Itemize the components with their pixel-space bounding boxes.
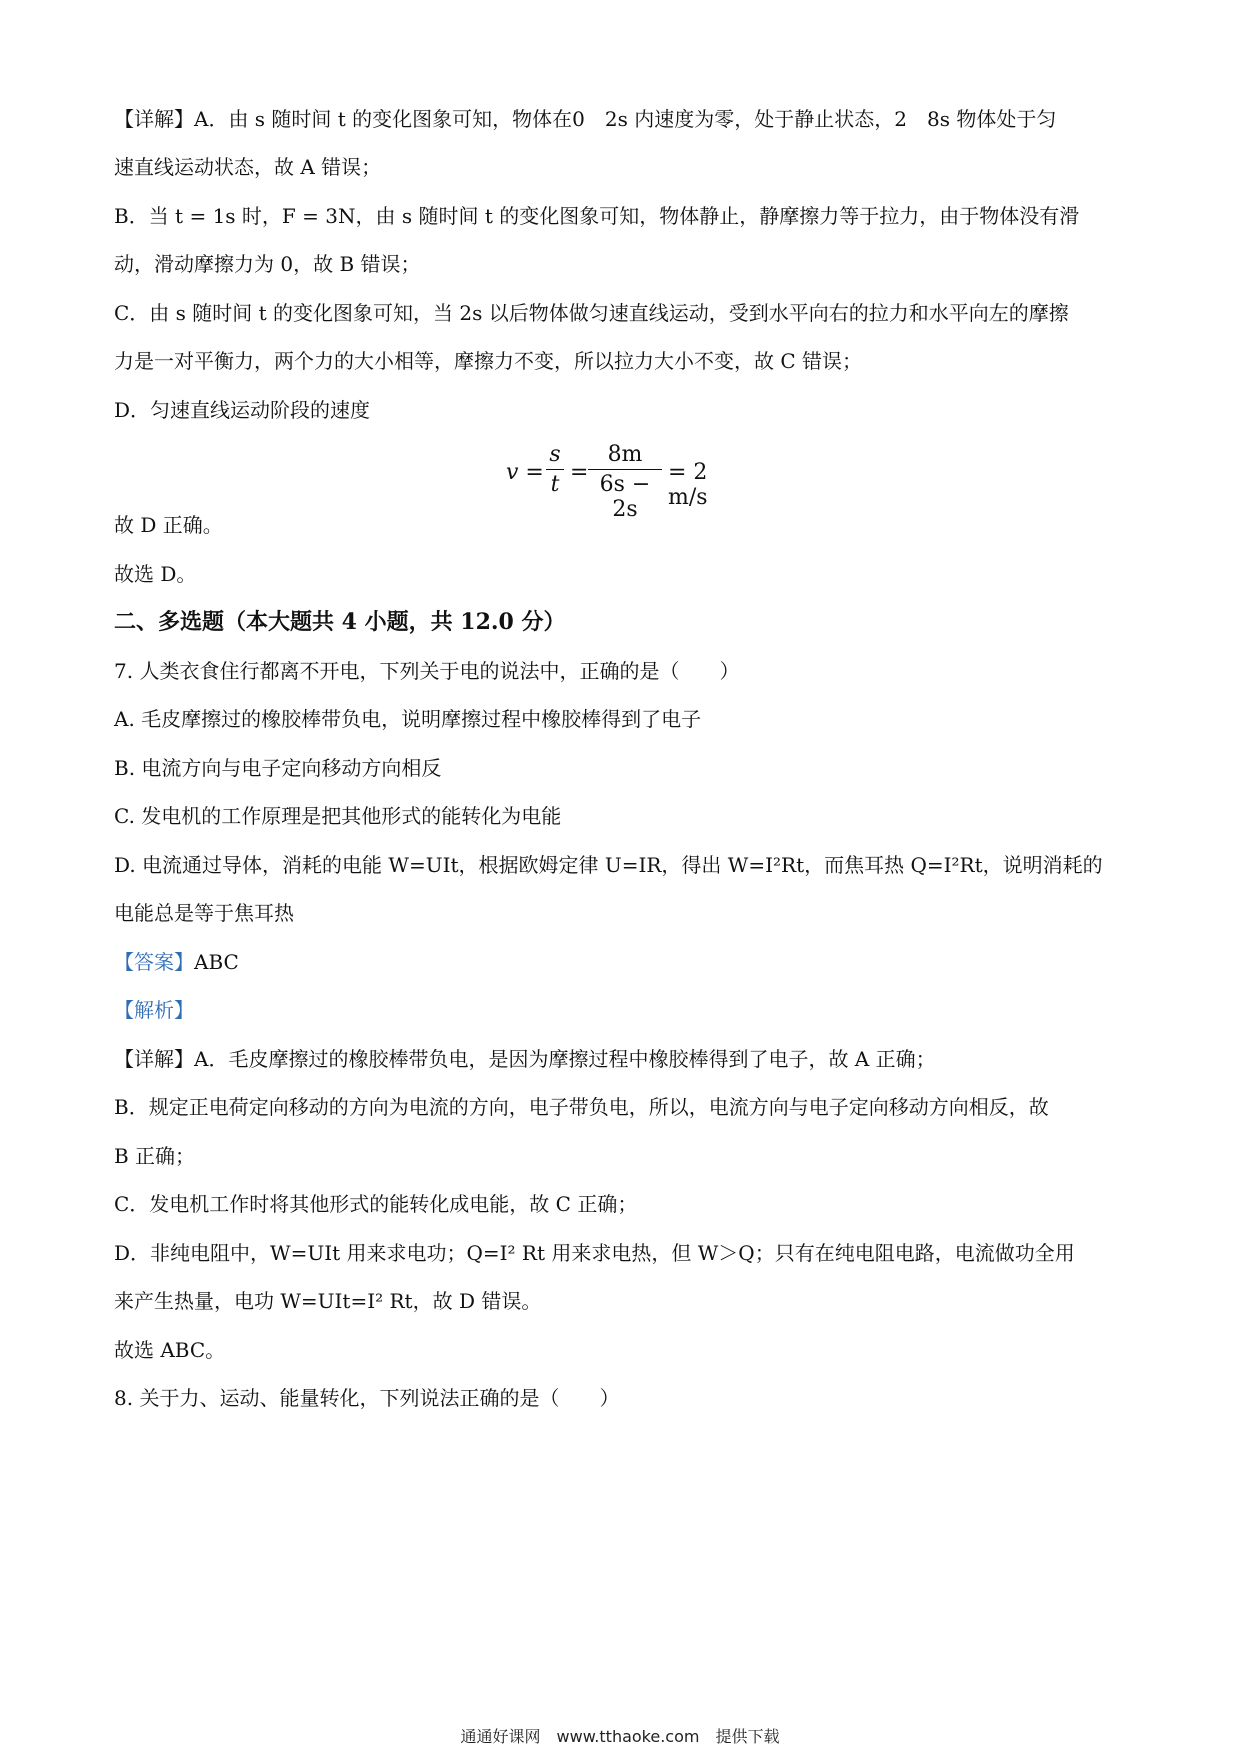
q7-option-a: A. 毛皮摩擦过的橡胶棒带负电，说明摩擦过程中橡胶棒得到了电子 [114,707,702,731]
q7-solution-b-line1: B．规定正电荷定向移动的方向为电流的方向，电子带负电，所以，电流方向与电子定向移动方向相反，故 [114,1095,1049,1119]
solution-d-line1: D．匀速直线运动阶段的速度 [114,398,371,422]
formula-fraction-2 [588,442,662,522]
velocity-formula [506,442,746,522]
formula-rhs: = 2 m/s [668,460,708,510]
formula-fraction-1 [546,442,564,497]
solution-c-line1: C．由 s 随时间 t 的变化图象可知，当 2s 以后物体做匀速直线运动，受到水平向右的拉力和水平向左的摩擦 [114,301,1069,325]
q7-solution-a: 【详解】A．毛皮摩擦过的橡胶棒带负电，是因为摩擦过程中橡胶棒得到了电子，故 A 正确； [114,1047,936,1071]
fraction-2-denominator: 6s − 2s [599,472,651,522]
q7-option-c: C. 发电机的工作原理是把其他形式的能转化为电能 [114,804,562,828]
solution-b-line1: B．当 t = 1s 时，F = 3N，由 s 随时间 t 的变化图象可知，物体静止，静摩擦力等于拉力，由于物体没有滑 [114,204,1080,228]
solution-a-line2: 速直线运动状态，故 A 错误； [114,155,382,179]
solution-a-line1: 【详解】A．由 s 随时间 t 的变化图象可知，物体在0 2s 内速度为零，处于静止状态，2 8s 物体处于匀 [114,107,1057,131]
section-heading: 二、多选题（本大题共 4 小题，共 12.0 分） [114,609,566,635]
q7-stem: 7. 人类衣食住行都离不开电，下列关于电的说法中，正确的是（ ） [114,659,740,683]
q7-solution-c: C．发电机工作时将其他形式的能转化成电能，故 C 正确； [114,1192,638,1216]
q7-solution-d-line2: 来产生热量，电功 W=UIt=I² Rt，故 D 错误。 [114,1289,542,1313]
solution-c-line2: 力是一对平衡力，两个力的大小相等，摩擦力不变，所以拉力大小不变，故 C 错误； [114,349,863,373]
q7-solution-b-line2: B 正确； [114,1144,196,1168]
q8-stem: 8. 关于力、运动、能量转化，下列说法正确的是（ ） [114,1386,620,1410]
formula-lhs: v = [506,460,544,485]
q7-answer [114,949,239,975]
formula-equals: = [570,460,589,485]
q7-conclusion: 故选 ABC。 [114,1338,226,1362]
fraction-2-numerator: 8m [607,442,643,467]
solution-b-line2: 动，滑动摩擦力为 0，故 B 错误； [114,252,421,276]
q7-option-d-line1: D. 电流通过导体，消耗的电能 W=UIt，根据欧姆定律 U=IR，得出 W=I²Rt，而焦耳热 Q=I²Rt，说明消耗的 [114,853,1103,877]
q7-analysis-label: 【解析】 [114,998,194,1022]
solution-conclusion: 故选 D。 [114,562,197,586]
solution-d-line2: 故 D 正确。 [114,513,223,537]
answer-value: ABC [194,950,239,974]
fraction-1-numerator: s [549,442,561,467]
answer-label: 【答案】 [114,950,194,974]
q7-solution-d-line1: D．非纯电阻中，W=UIt 用来求电功；Q=I² Rt 用来求电热，但 W＞Q；只有在纯电阻电路，电流做功全用 [114,1241,1075,1265]
fraction-1-denominator: t [550,472,560,497]
q7-option-b: B. 电流方向与电子定向移动方向相反 [114,756,442,780]
page-footer: 通通好课网 www.tthaoke.com 提供下载 [460,1727,780,1746]
q7-option-d-line2: 电能总是等于焦耳热 [114,901,294,925]
